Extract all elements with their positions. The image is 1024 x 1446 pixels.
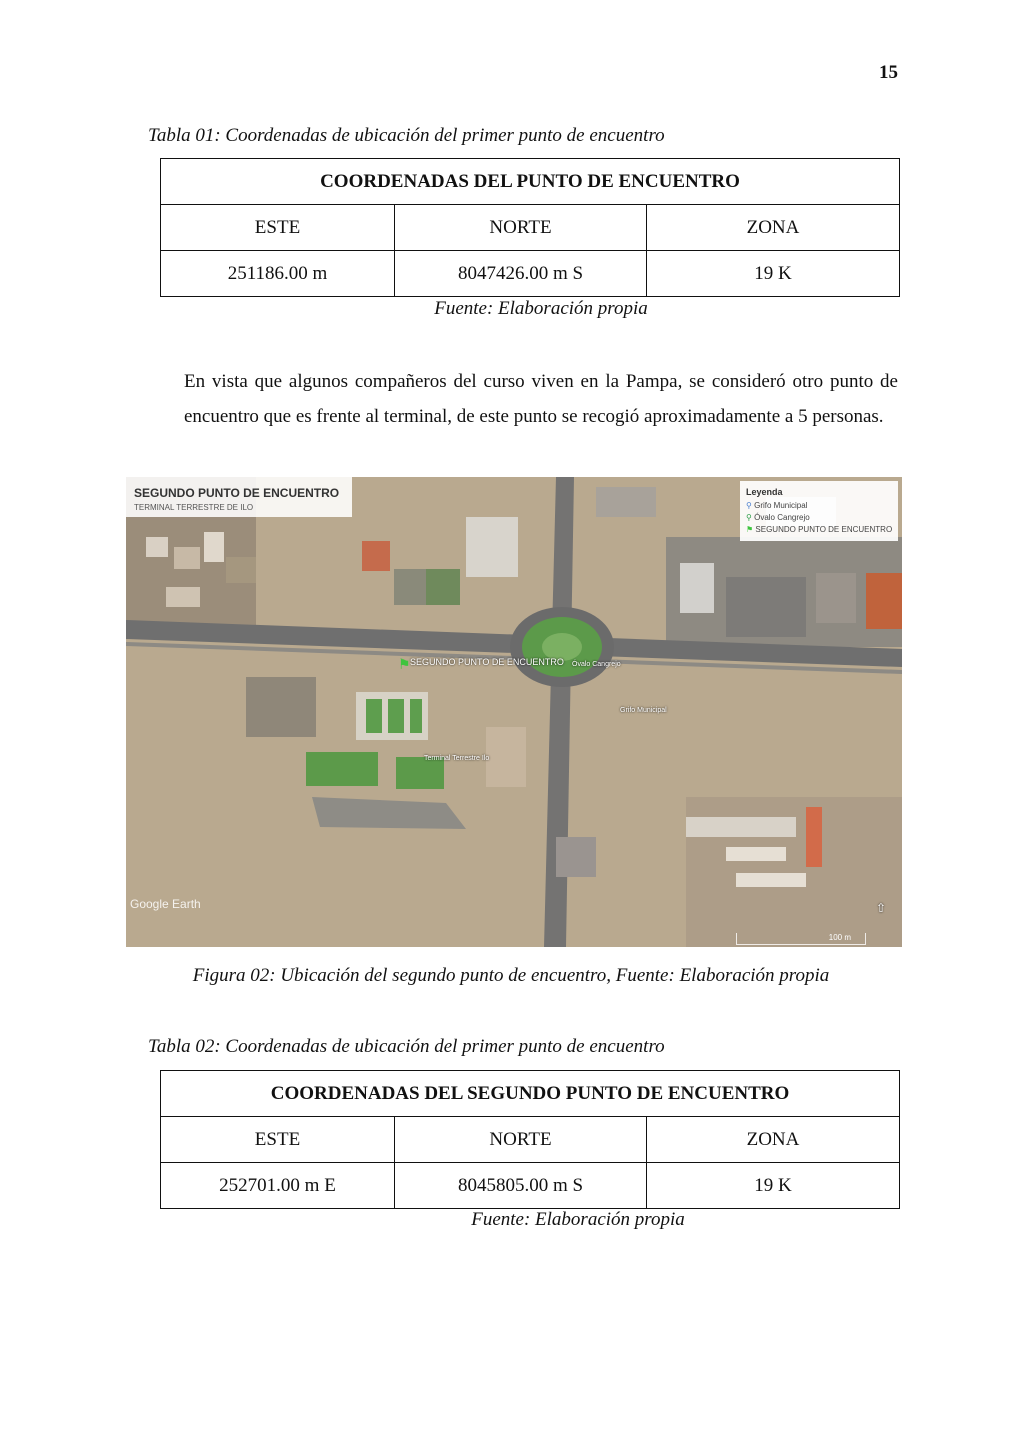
table1-col-zona: ZONA [647,205,900,251]
scale-bar: 100 m [736,933,866,945]
map-title-box [126,477,352,517]
table1-source: Fuente: Elaboración propia [434,298,648,319]
page-number: 15 [879,62,898,83]
table1-value-este: 251186.00 m [161,251,395,297]
satellite-map [126,477,902,947]
map-legend [740,481,898,541]
pushpin-icon: ⚑ [398,656,411,672]
legend-item-ovalo: ⚲ Óvalo Cangrejo [746,513,810,522]
pin-icon: ⚲ [746,501,752,510]
figure-caption: Figura 02: Ubicación del segundo punto de encuentro, Fuente: Elaboración propia [192,965,830,986]
table1 [160,158,900,297]
table2-value-zona: 19 K [647,1163,900,1209]
table2-col-norte: NORTE [395,1117,647,1163]
table2-value-norte: 8045805.00 m S [395,1163,647,1209]
pushpin-icon: ⚑ [746,525,754,534]
table1-header: COORDENADAS DEL PUNTO DE ENCUENTRO [161,159,900,205]
table2-col-zona: ZONA [647,1117,900,1163]
map-title: SEGUNDO PUNTO DE ENCUENTRO [134,486,340,500]
table1-col-este: ESTE [161,205,395,251]
map-subtitle: TERMINAL TERRESTRE DE ILO [134,503,254,512]
table2-source: Fuente: Elaboración propia [471,1209,685,1230]
body-paragraph: En vista que algunos compañeros del curso viven en la Pampa, se consideró otro punto de encuentro que es frente al terminal, de este punto se recogió aproximadamente a 5 personas. [184,371,898,427]
table2-caption: Tabla 02: Coordenadas de ubicación del primer punto de encuentro [148,1036,665,1057]
table1-value-zona: 19 K [647,251,900,297]
google-earth-watermark: Google Earth [130,897,201,911]
legend-title: Leyenda [746,487,783,497]
place-label-terminal: Terminal Terrestre Ilo [424,755,490,762]
table1-col-norte: NORTE [395,205,647,251]
table2-value-este: 252701.00 m E [161,1163,395,1209]
table1-value-norte: 8047426.00 m S [395,251,647,297]
pin-icon: ⚲ [746,513,752,522]
place-label-ovalo: Óvalo Cangrejo [572,661,621,668]
table2-col-este: ESTE [161,1117,395,1163]
legend-item-grifo: ⚲ Grifo Municipal [746,501,808,510]
map-marker-label: SEGUNDO PUNTO DE ENCUENTRO [410,657,564,667]
table2 [160,1070,900,1209]
place-label-grifo: Grifo Municipal [620,707,667,714]
north-arrow-icon: ⇧ [876,901,887,915]
legend-item-segundo: ⚑ SEGUNDO PUNTO DE ENCUENTRO [746,525,893,534]
table1-caption: Tabla 01: Coordenadas de ubicación del primer punto de encuentro [148,125,665,146]
table2-header: COORDENADAS DEL SEGUNDO PUNTO DE ENCUENTRO [161,1071,900,1117]
